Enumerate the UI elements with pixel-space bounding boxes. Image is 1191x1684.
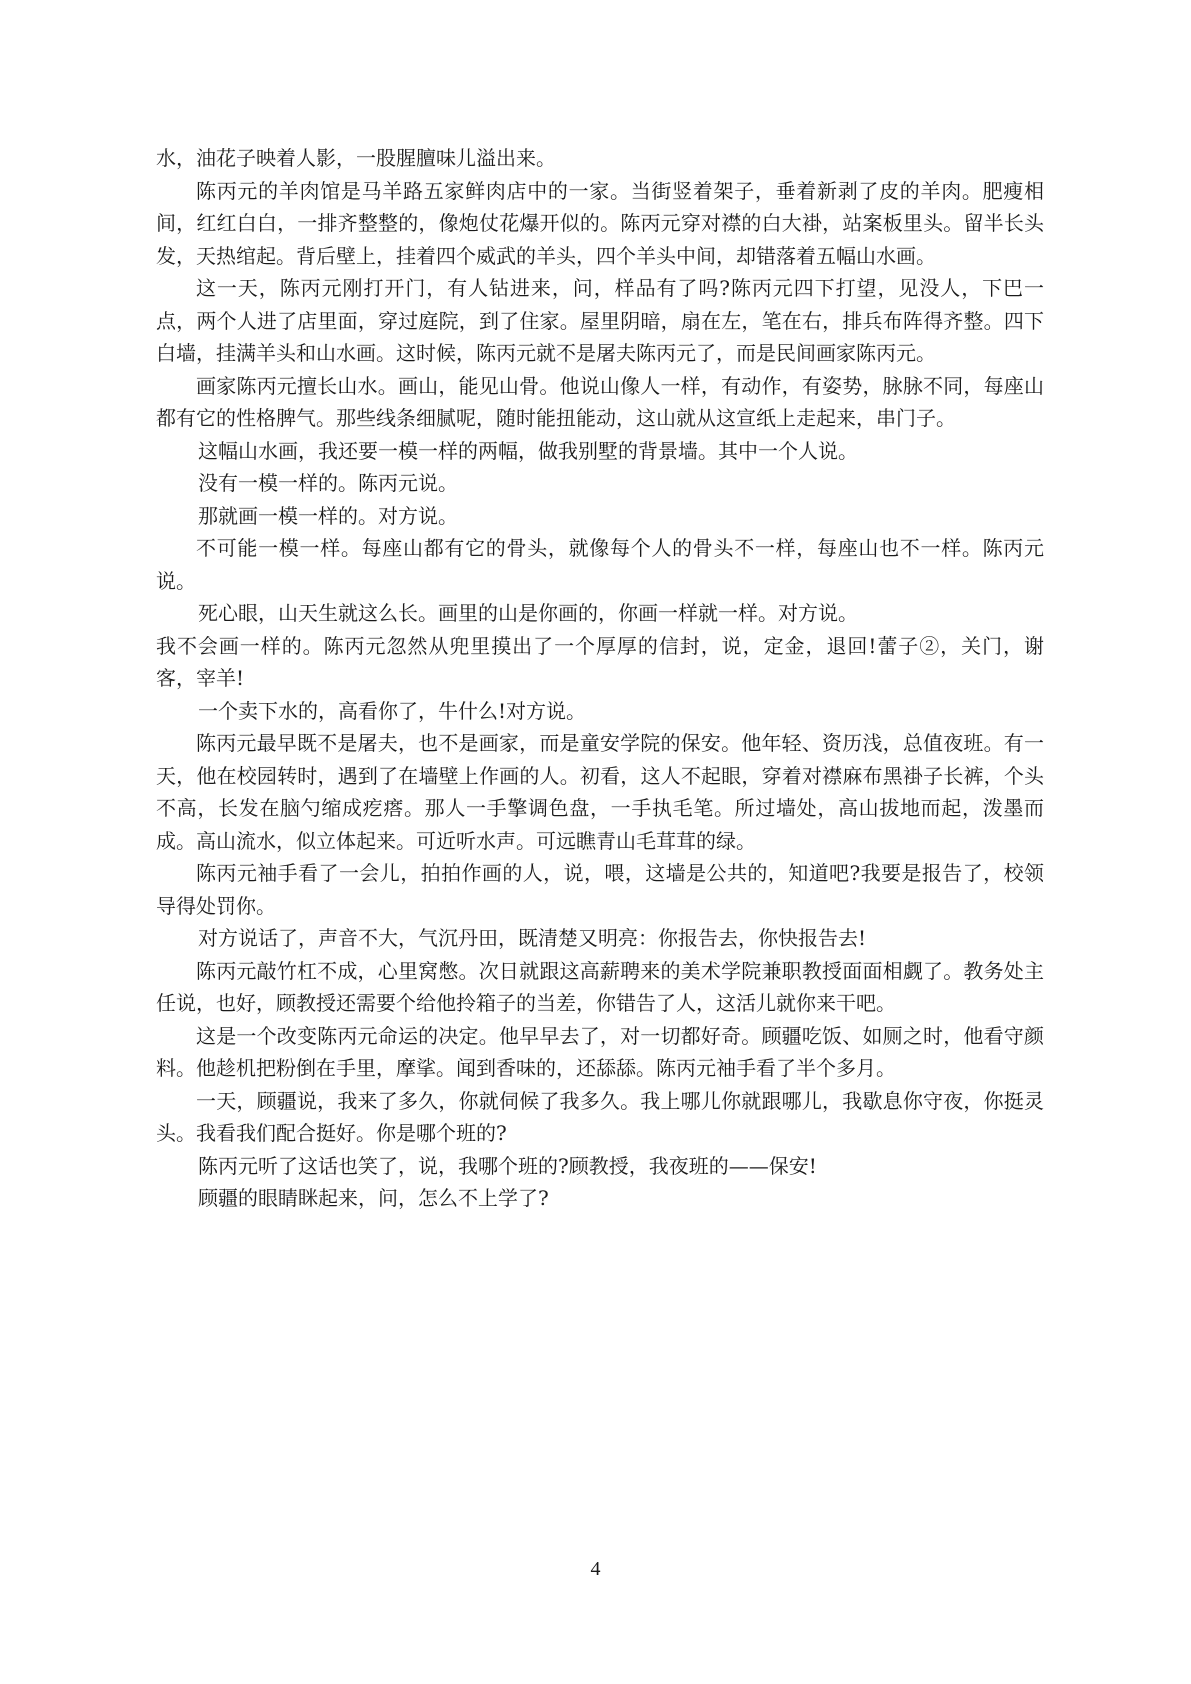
paragraph: 没有一模一样的。陈丙元说。 xyxy=(198,471,458,495)
page-number: 4 xyxy=(590,1558,601,1580)
paragraph: 一天，顾疆说，我来了多久，你就伺候了我多久。我上哪儿你就跟哪儿，我歇息你守夜，你挺灵头。我看我们配合挺好。你是哪个班的? xyxy=(156,1088,1044,1145)
article-body xyxy=(156,142,1044,1215)
paragraph: 我不会画一样的。陈丙元忽然从兜里摸出了一个厚厚的信封，说，定金，退回!蕾子②，关门，谢客，宰羊! xyxy=(156,633,1044,690)
paragraph: 陈丙元听了这话也笑了，说，我哪个班的?顾教授，我夜班的——保安! xyxy=(198,1153,817,1178)
paragraph: 陈丙元敲竹杠不成，心里窝憋。次日就跟这高薪聘来的美术学院兼职教授面面相觑了。教务处主任说，也好，顾教授还需要个给他拎箱子的当差，你错告了人，这活儿就你来干吧。 xyxy=(156,958,1044,1015)
paragraph: 这是一个改变陈丙元命运的决定。他早早去了，对一切都好奇。顾疆吃饭、如厕之时，他看守颜料。他趁机把粉倒在手里，摩挲。闻到香味的，还舔舔。陈丙元袖手看了半个多月。 xyxy=(156,1023,1044,1080)
paragraph: 一个卖下水的，高看你了，牛什么!对方说。 xyxy=(198,698,587,723)
paragraph: 水，油花子映着人影，一股腥膻味儿溢出来。 xyxy=(156,146,556,170)
paragraph: 那就画一模一样的。对方说。 xyxy=(198,503,458,528)
paragraph: 陈丙元最早既不是屠夫，也不是画家，而是童安学院的保安。他年轻、资历浅，总值夜班。有一天，他在校园转时，遇到了在墙壁上作画的人。初看，这人不起眼，穿着对襟麻布黑褂子长裤，个头不高，长发在脑勺缩成疙瘩。那人一手擎调色盘，一手执毛笔。所过墙处，高山拔地而起，泼墨而成。高山流水，似立体起来。可近听水声。可远瞧青山毛茸茸的绿。 xyxy=(156,731,1044,853)
paragraph: 顾疆的眼睛眯起来，问，怎么不上学了? xyxy=(198,1186,549,1210)
paragraph: 死心眼，山天生就这么长。画里的山是你画的，你画一样就一样。对方说。 xyxy=(198,601,858,625)
paragraph: 不可能一模一样。每座山都有它的骨头，就像每个人的骨头不一样，每座山也不一样。陈丙元说。 xyxy=(156,536,1044,593)
paragraph: 这幅山水画，我还要一模一样的两幅，做我别墅的背景墙。其中一个人说。 xyxy=(198,438,858,463)
paragraph: 陈丙元袖手看了一会儿，拍拍作画的人，说，喂，这墙是公共的，知道吧?我要是报告了，校领导得处罚你。 xyxy=(156,861,1044,918)
paragraph: 画家陈丙元擅长山水。画山，能见山骨。他说山像人一样，有动作，有姿势，脉脉不同，每座山都有它的性格脾气。那些线条细腻呢，随时能扭能动，这山就从这宣纸上走起来，串门子。 xyxy=(156,373,1044,430)
paragraph: 对方说话了，声音不大，气沉丹田，既清楚又明亮：你报告去，你快报告去! xyxy=(198,926,867,950)
paragraph: 这一天，陈丙元刚打开门，有人钻进来，问，样品有了吗?陈丙元四下打望，见没人，下巴一点，两个人进了店里面，穿过庭院，到了住家。屋里阴暗，扇在左，笔在右，排兵布阵得齐整。四下白墙，挂满羊头和山水画。这时候，陈丙元就不是屠夫陈丙元了，而是民间画家陈丙元。 xyxy=(156,276,1044,365)
paragraph: 陈丙元的羊肉馆是马羊路五家鲜肉店中的一家。当街竖着架子，垂着新剥了皮的羊肉。肥瘦相间，红红白白，一排齐整整的，像炮仗花爆开似的。陈丙元穿对襟的白大褂，站案板里头。留半长头发，天热绾起。背后壁上，挂着四个威武的羊头，四个羊头中间，却错落着五幅山水画。 xyxy=(156,178,1044,268)
